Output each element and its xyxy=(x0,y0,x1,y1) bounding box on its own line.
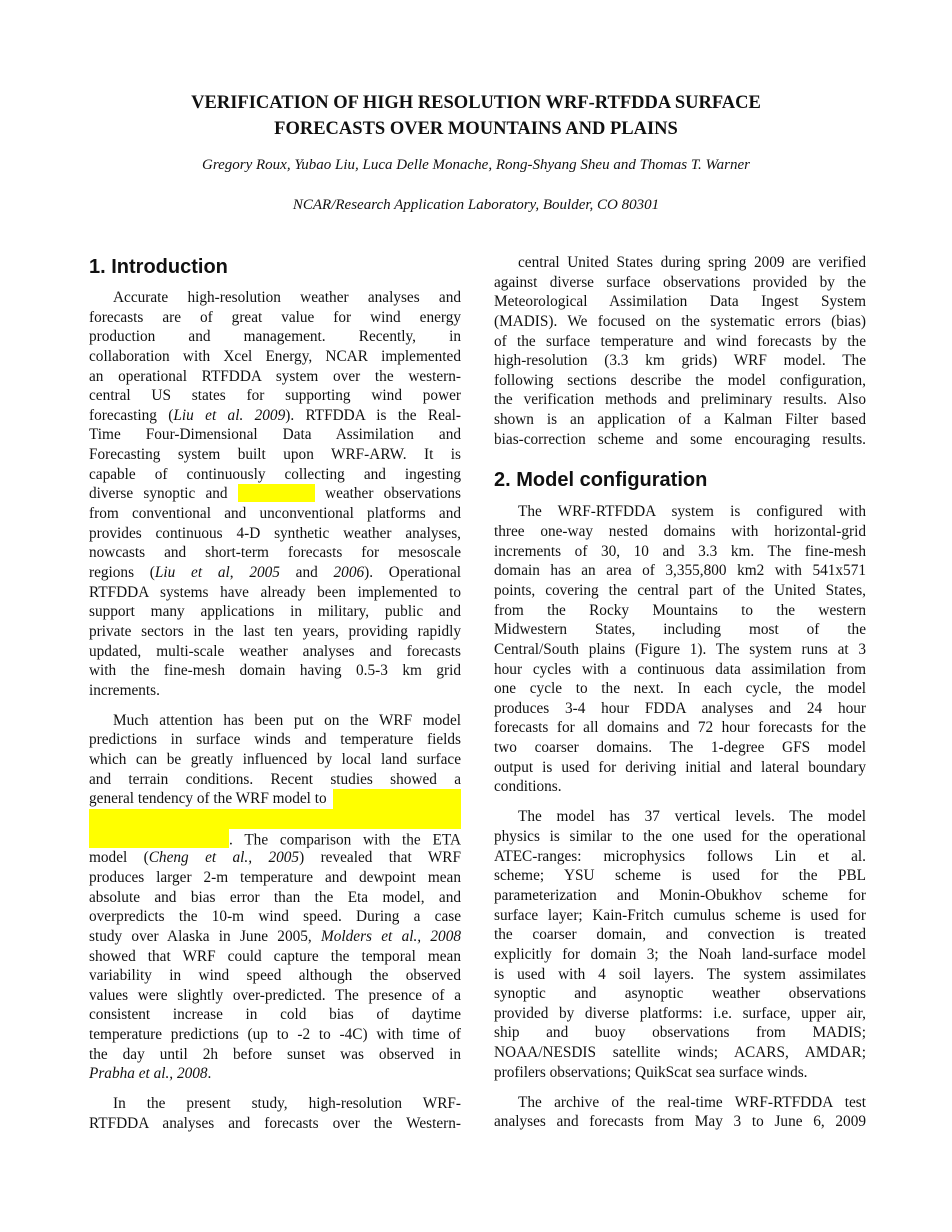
text-line: three one-way nested domains with horizontal-grid xyxy=(494,523,866,541)
italic-citation: Liu et al xyxy=(154,563,230,581)
text-line: two coarser domains. The 1-degree GFS model xyxy=(494,739,866,757)
text-line: RTFDDA systems have already been implemented to xyxy=(89,583,461,601)
text-line: provided by diverse platforms: i.e. surface, upper air, xyxy=(494,1004,866,1022)
text-line xyxy=(89,1064,461,1084)
text-line xyxy=(89,927,461,947)
text-line: forecasts are of great value for wind energy xyxy=(89,308,461,326)
text-line: increments of 30, 10 and 3.3 km. The fine-mesh xyxy=(494,542,866,560)
italic-citation: Cheng et al., 2005 xyxy=(148,849,300,867)
text-segment: ). Operational xyxy=(364,563,461,581)
text-line: central United States during spring 2009 are verified xyxy=(518,254,866,271)
text-line: consistent increase in cold bias of daytime xyxy=(89,1006,461,1024)
paragraph xyxy=(494,502,866,797)
italic-citation: Liu et al. 2009 xyxy=(173,406,286,424)
text-segment: diverse synoptic and xyxy=(89,485,238,503)
text-segment: study over Alaska in June 2005, xyxy=(89,927,321,945)
text-line: absolute and bias error than the Eta model, and xyxy=(89,888,461,906)
text-line: bias-correction scheme and some encouraging results. xyxy=(494,430,866,448)
text-line: against diverse surface observations provided by the xyxy=(494,273,866,291)
text-line: showed that WRF could capture the temporal mean xyxy=(89,947,461,965)
text-segment: model ( xyxy=(89,849,149,867)
text-line xyxy=(89,406,461,426)
text-segment: and xyxy=(279,563,334,581)
text-line: Meteorological Assimilation Data Ingest System xyxy=(494,293,866,311)
text-line: support many applications in military, public and xyxy=(89,603,461,621)
text-line: Much attention has been put on the WRF model xyxy=(113,711,461,729)
text-line: ship and buoy observations from MADIS; xyxy=(494,1024,866,1042)
text-segment: regions ( xyxy=(89,563,155,581)
text-segment: , xyxy=(229,563,250,581)
text-line: Central/South plains (Figure 1). The system runs at 3 xyxy=(494,640,866,658)
text-line: values were slightly over-predicted. The presence of a xyxy=(89,986,461,1004)
highlight-redaction xyxy=(238,484,315,502)
text-segment: ). RTFDDA is the Real- xyxy=(285,406,462,424)
text-line: surface layer; Kain-Fritch cumulus scheme is used for xyxy=(494,906,866,924)
affiliation: NCAR/Research Application Laboratory, Boulder, CO 80301 xyxy=(292,197,660,213)
text-line: the verification methods and preliminary results. Also xyxy=(494,391,866,409)
text-line: Midwestern States, including most of the xyxy=(494,621,866,639)
right-column xyxy=(494,253,866,1142)
text-line xyxy=(89,563,461,583)
highlight-redaction xyxy=(89,809,461,829)
paragraph xyxy=(89,288,461,700)
text-line: physics is similar to the one used for the operational xyxy=(494,828,866,846)
text-line: profilers observations; QuikScat sea surface winds. xyxy=(494,1063,808,1081)
paragraph xyxy=(494,1093,866,1132)
text-line: forecasts for all domains and 72 hour forecasts for the xyxy=(494,719,866,737)
italic-citation: Molders et al., 2008 xyxy=(321,927,462,945)
text-line: produces larger 2-m temperature and dewpoint mean xyxy=(89,868,461,886)
text-line: predictions in surface winds and temperature fields xyxy=(89,731,461,749)
text-line: production and management. Recently, in xyxy=(89,328,461,346)
paper-title xyxy=(0,90,952,142)
text-line: central US states for supporting wind power xyxy=(89,387,461,405)
title-line: VERIFICATION OF HIGH RESOLUTION WRF-RTFDDA SURFACE xyxy=(191,93,761,113)
section-heading: 1. Introduction xyxy=(89,256,228,278)
text-line: output is used for deriving initial and lateral boundary xyxy=(494,758,866,776)
text-line: provides continuous 4-D synthetic weather analyses, xyxy=(89,524,461,542)
text-line: nowcasts and short-term forecasts for mesoscale xyxy=(89,544,461,562)
text-line: synoptic and asynoptic weather observations xyxy=(494,985,866,1003)
text-segment: general tendency of the WRF model to xyxy=(89,790,327,808)
text-line: Forecasting system built upon WRF-ARW. It is xyxy=(89,446,461,464)
text-line: the coarser domain, and convection is treated xyxy=(494,926,866,944)
text-segment: forecasting ( xyxy=(89,406,174,424)
text-line: high-resolution (3.3 km grids) WRF model. The xyxy=(494,352,866,370)
text-line xyxy=(89,484,461,504)
text-line: scheme; YSU scheme is used for the PBL xyxy=(494,867,866,885)
text-line: collaboration with Xcel Energy, NCAR implemented xyxy=(89,347,461,365)
text-line: In the present study, high-resolution WRF- xyxy=(113,1095,461,1113)
text-line: from conventional and unconventional platforms and xyxy=(89,505,461,523)
text-line: points, covering the central part of the United States, xyxy=(494,581,866,599)
text-line xyxy=(89,809,461,829)
section-heading: 2. Model configuration xyxy=(494,469,708,492)
text-line: analyses and forecasts from May 3 to June 6, 2009 xyxy=(494,1113,866,1131)
text-line: temperature predictions (up to -2 to -4C) with time of xyxy=(89,1026,461,1044)
text-line: The archive of the real-time WRF-RTFDDA test xyxy=(518,1093,866,1111)
text-line: shown is an application of a Kalman Filter based xyxy=(494,411,866,429)
authors: Gregory Roux, Yubao Liu, Luca Delle Monache, Rong-Shyang Sheu and Thomas T. Warner xyxy=(201,157,751,173)
text-line: from the Rocky Mountains to the western xyxy=(494,601,866,619)
text-line: increments. xyxy=(89,681,160,699)
italic-citation: Prabha et al., 2008 xyxy=(89,1065,208,1083)
text-line xyxy=(89,848,461,868)
text-line: Time Four-Dimensional Data Assimilation and xyxy=(89,426,461,444)
text-line: an operational RTFDDA system over the western- xyxy=(89,367,461,385)
text-line: ATEC-ranges: microphysics follows Lin et al. xyxy=(494,847,866,865)
text-line: produces 3-4 hour FDDA analyses and 24 hour xyxy=(494,699,866,717)
text-line: of the surface temperature and wind forecasts by the xyxy=(494,332,866,350)
text-line: domain has an area of 3,355,800 km2 with 541x571 xyxy=(494,562,866,580)
text-line: which can be greatly influenced by local land surface xyxy=(89,751,461,769)
text-line: the day until 2h before sunset was observed in xyxy=(89,1045,461,1063)
text-segment: weather observations xyxy=(314,485,461,503)
text-segment: . xyxy=(207,1065,212,1083)
paragraph xyxy=(89,711,461,1084)
text-line: (MADIS). We focused on the systematic errors (bias) xyxy=(494,312,866,330)
highlight-redaction xyxy=(89,829,229,849)
text-line: private sectors in the last ten years, providing rapidly xyxy=(89,622,461,640)
text-line: hour cycles with a continuous data assimilation from xyxy=(494,660,866,678)
text-line xyxy=(89,789,461,809)
text-line: parameterization and Monin-Obukhov scheme for xyxy=(494,886,866,904)
text-line: explicitly for domain 3; the Noah land-surface model xyxy=(494,945,866,963)
text-line: capable of continuously collecting and ingesting xyxy=(89,465,461,483)
paragraph xyxy=(89,1094,461,1133)
text-line: overpredicts the 10-m wind speed. During a case xyxy=(89,908,461,926)
text-line: The model has 37 vertical levels. The model xyxy=(518,808,866,826)
text-line: updated, multi-scale weather analyses and forecasts xyxy=(89,642,461,660)
paragraph xyxy=(494,253,866,449)
title-line: FORECASTS OVER MOUNTAINS AND PLAINS xyxy=(274,119,678,139)
left-column xyxy=(89,254,461,1144)
text-line: Accurate high-resolution weather analyses and xyxy=(113,289,461,306)
text-segment: . The comparison with the ETA xyxy=(229,831,461,849)
italic-citation: 2005 xyxy=(249,563,280,581)
text-line: NOAA/NESDIS satellite winds; ACARS, AMDAR; xyxy=(494,1044,866,1062)
text-line: and terrain conditions. Recent studies showed a xyxy=(89,770,461,788)
text-line: following sections describe the model configuration, xyxy=(494,371,866,389)
paragraph xyxy=(494,807,866,1082)
text-segment: ) revealed that WRF xyxy=(299,849,461,867)
text-line: variability in wind speed although the observed xyxy=(89,967,461,985)
text-line xyxy=(89,829,461,849)
text-line: with the fine-mesh domain having 0.5-3 km grid xyxy=(89,662,461,680)
highlight-redaction xyxy=(333,789,461,809)
text-line: The WRF-RTFDDA system is configured with xyxy=(518,503,866,521)
text-line: RTFDDA analyses and forecasts over the Western- xyxy=(89,1115,461,1133)
text-line: is used with 4 soil layers. The system assimilates xyxy=(494,965,866,983)
text-line: one cycle to the next. In each cycle, the model xyxy=(494,680,866,698)
italic-citation: 2006 xyxy=(333,563,365,581)
text-line: conditions. xyxy=(494,778,562,796)
